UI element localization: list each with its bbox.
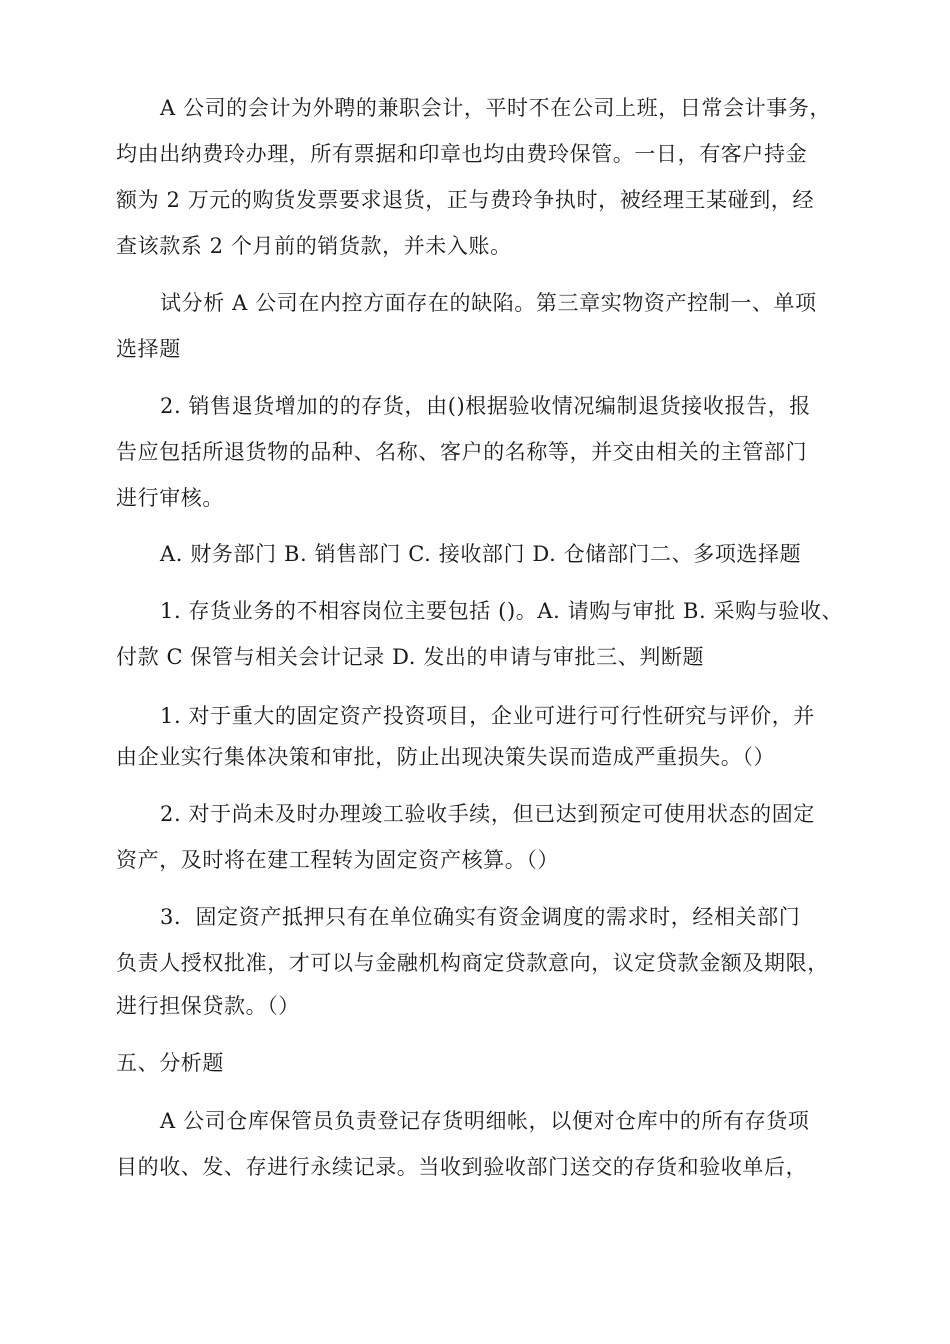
text-line: 2. 对于尚未及时办理竣工验收手续，但已达到预定可使用状态的固定 [160,802,815,826]
text-line: A 公司的会计为外聘的兼职会计，平时不在公司上班，日常会计事务， [160,96,832,120]
text-line: 告应包括所退货物的品种、名称、客户的名称等，并交由相关的主管部门 [116,440,808,464]
text-line: 1. 存货业务的不相容岗位主要包括 ()。A. 请购与审批 B. 采购与验收、 [160,599,844,623]
text-line: 1. 对于重大的固定资产投资项目，企业可进行可行性研究与评价，并 [160,704,815,728]
text-line: 进行审核。 [116,486,224,510]
text-line: 资产，及时将在建工程转为固定资产核算。（） [116,848,560,872]
text-line: 目的收、发、存进行永续记录。当收到验收部门送交的存货和验收单后， [116,1155,808,1179]
text-line: 2. 销售退货增加的的存货，由()根据验收情况编制退货接收报告，报 [160,394,811,418]
text-line: 由企业实行集体决策和审批，防止出现决策失误而造成严重损失。（） [116,745,776,769]
text-line: 进行担保贷款。（） [116,994,300,1018]
text-line: A 公司仓库保管员负责登记存货明细帐，以便对仓库中的所有存货项 [160,1109,810,1133]
text-line: 3．固定资产抵押只有在单位确实有资金调度的需求时，经相关部门 [160,905,801,929]
text-line: 选择题 [116,337,181,361]
text-line: 均由出纳费玲办理，所有票据和印章也均由费玲保管。一日，有客户持金 [116,142,808,166]
text-line: 查该款系 2 个月前的销货款，并未入账。 [116,234,512,258]
text-line: 额为 2 万元的购货发票要求退货，正与费玲争执时，被经理王某碰到，经 [116,188,815,212]
text-line: 试分析 A 公司在内控方面存在的缺陷。第三章实物资产控制一、单项 [160,291,817,315]
text-line: 负责人授权批准，才可以与金融机构商定贷款意向，议定贷款金额及期限， [116,951,829,975]
text-line: A. 财务部门 B. 销售部门 C. 接收部门 D. 仓储部门二、多项选择题 [160,542,802,566]
section-title: 五、分析题 [116,1051,224,1075]
text-line: 付款 C 保管与相关会计记录 D. 发出的申请与审批三、判断题 [116,645,705,669]
